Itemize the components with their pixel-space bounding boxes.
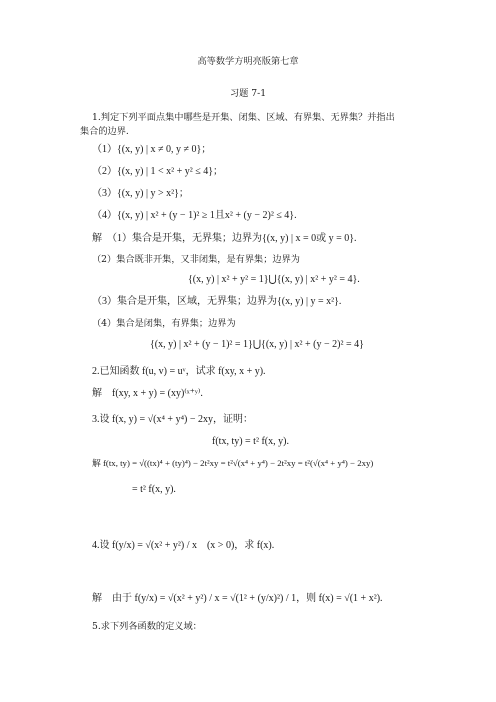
section-heading: 习题 7-1: [229, 88, 267, 99]
solution-4: 解 由于 f(y/x) = √(x² + y²) / x = √(1² + (y/x)²) / 1，则 f(x) = √(1 + x²).: [92, 593, 383, 604]
problem-2-text: 2.已知函数 f(u, v) = uᵛ，试求 f(xy, x + y).: [92, 366, 266, 377]
solution-3-derivation: 解 f(tx, ty) = √((tx)⁴ + (ty)⁴) − 2t²xy = t²√(x⁴ + y⁴) − 2t²xy = t²(√(x⁴ + y⁴) − 2xy): [92, 458, 374, 468]
solution-1-part-4: （4）集合是闭集，有界集；边界为: [92, 318, 236, 329]
problem-1-item-2: （2）{(x, y) | 1 < x² + y² ≤ 4}；: [92, 166, 224, 177]
problem-1-text: 1.判定下列平面点集中哪些是开集、闭集、区域、有界集、无界集？并指出: [92, 112, 395, 123]
problem-5-text: 5.求下列各函数的定义域：: [92, 621, 202, 632]
problem-1-item-1: （1）{(x, y) | x ≠ 0, y ≠ 0}；: [92, 144, 212, 155]
problem-1-text-cont: 集合的边界.: [80, 126, 129, 137]
document-title: 高等数学方明亮版第七章: [197, 56, 299, 67]
problem-4-text: 4.设 f(y/x) = √(x² + y²) / x (x > 0)，求 f(x).: [92, 540, 275, 551]
solution-3-result: = t² f(x, y).: [132, 484, 176, 495]
problem-1-item-4: （4）{(x, y) | x² + (y − 1)² ≥ 1且x² + (y − 2)² ≤ 4}.: [92, 210, 297, 221]
problem-3-equation: f(tx, ty) = t² f(x, y).: [212, 436, 289, 447]
solution-1-part-4-boundary: {(x, y) | x² + (y − 1)² = 1}⋃{(x, y) | x² + (y − 2)² = 4}: [150, 339, 364, 350]
solution-1-part-2: （2）集合既非开集，又非闭集，是有界集；边界为: [92, 254, 300, 265]
problem-1-item-3: （3）{(x, y) | y > x²}；: [92, 188, 189, 199]
solution-2: 解 f(xy, x + y) = (xy)⁽ˣ⁺ʸ⁾.: [92, 388, 203, 399]
solution-1-part-1: 解 （1）集合是开集，无界集；边界为{(x, y) | x = 0或 y = 0}.: [92, 233, 357, 244]
solution-1-part-2-boundary: {(x, y) | x² + y² = 1}⋃{(x, y) | x² + y² = 4}.: [188, 274, 360, 285]
solution-1-part-3: （3）集合是开集，区域，无界集；边界为{(x, y) | y = x²}.: [92, 296, 342, 307]
problem-3-text: 3.设 f(x, y) = √(x⁴ + y⁴) − 2xy，证明：: [92, 414, 254, 425]
